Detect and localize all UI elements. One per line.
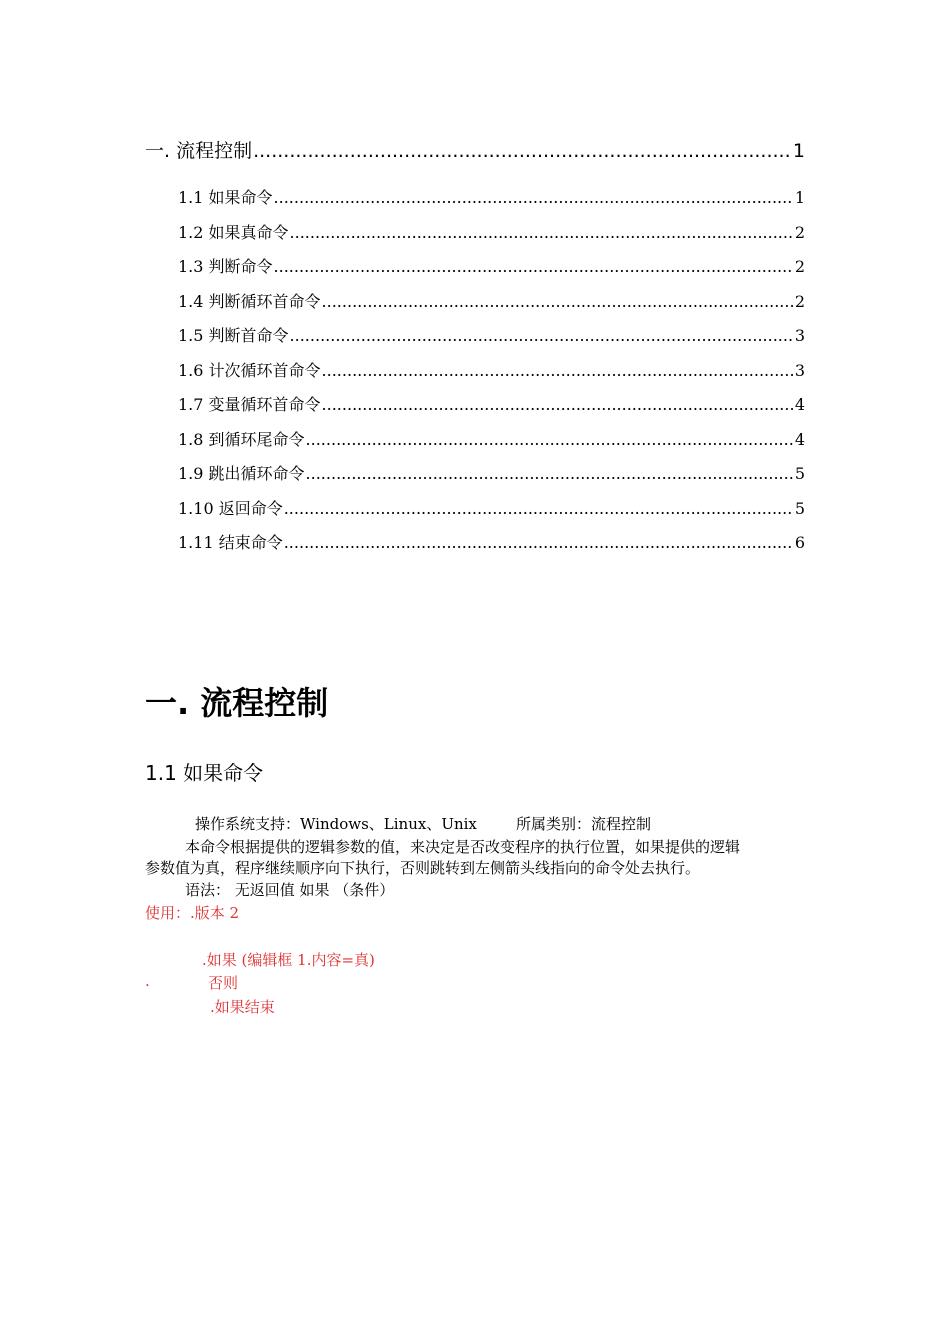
toc-label: 1.11 结束命令 (178, 533, 283, 552)
toc-leader (306, 464, 794, 483)
subsection-heading: 1.1 如果命令 (145, 761, 264, 785)
toc-label: 1.4 判断循环首命令 (178, 292, 321, 311)
toc-entry[interactable] (178, 220, 805, 243)
toc-label: 1.2 如果真命令 (178, 223, 289, 242)
toc-page-number: 3 (794, 361, 805, 380)
toc-label: 1.5 判断首命令 (178, 326, 289, 345)
toc-entry[interactable] (178, 427, 805, 450)
toc-entry[interactable] (178, 185, 805, 208)
code-endif-line: .如果结束 (210, 998, 275, 1016)
toc-entry[interactable] (178, 392, 805, 415)
toc-label: 1.8 到循环尾命令 (178, 430, 305, 449)
toc-entry[interactable] (178, 461, 805, 484)
toc-label: 1.7 变量循环首命令 (178, 395, 321, 414)
toc-page-number: 5 (794, 464, 805, 483)
toc-page-number: 5 (794, 499, 805, 518)
code-dot: . (145, 972, 150, 990)
code-else-line: 否则 (208, 974, 239, 992)
toc-entry[interactable] (178, 358, 805, 381)
toc-leader (274, 188, 794, 207)
toc-entry[interactable] (178, 289, 805, 312)
toc-leader (322, 361, 794, 380)
toc-leader (274, 257, 794, 276)
toc-leader (306, 430, 794, 449)
toc-page-number: 4 (794, 430, 805, 449)
toc-leader (290, 326, 794, 345)
toc-entry[interactable] (178, 254, 805, 277)
usage-label: 使用：.版本 2 (145, 904, 240, 922)
toc-page-number: 6 (794, 533, 805, 552)
toc-entry[interactable] (178, 323, 805, 346)
toc-leader (322, 395, 794, 414)
toc-label: 1.6 计次循环首命令 (178, 361, 321, 380)
toc-label: 一. 流程控制 (145, 140, 253, 162)
toc-page-number: 1 (794, 188, 805, 207)
section-heading: 一. 流程控制 (145, 684, 329, 722)
syntax-text: 语法： 无返回值 如果 （条件） (185, 881, 395, 899)
code-if-line: .如果 (编辑框 1.内容=真) (202, 951, 375, 969)
os-support-text: 操作系统支持：Windows、Linux、Unix (195, 815, 477, 833)
toc-page-number: 2 (794, 257, 805, 276)
toc-page-number: 3 (794, 326, 805, 345)
toc-label: 1.10 返回命令 (178, 499, 283, 518)
toc-entry[interactable] (178, 530, 805, 553)
toc-label: 1.9 跳出循环命令 (178, 464, 305, 483)
toc-label: 1.3 判断命令 (178, 257, 273, 276)
toc-leader (284, 533, 794, 552)
toc-leader (253, 140, 792, 162)
category-text: 所属类别：流程控制 (516, 815, 652, 833)
toc-page-number: 1 (792, 140, 805, 162)
toc-leader (290, 223, 794, 242)
toc-entry-main[interactable] (145, 136, 805, 163)
toc-page-number: 2 (794, 292, 805, 311)
toc-leader (284, 499, 794, 518)
toc-page-number: 2 (794, 223, 805, 242)
toc-entry[interactable] (178, 496, 805, 519)
toc-label: 1.1 如果命令 (178, 188, 273, 207)
toc-leader (322, 292, 794, 311)
toc-page-number: 4 (794, 395, 805, 414)
description-line-1: 本命令根据提供的逻辑参数的值，来决定是否改变程序的执行位置，如果提供的逻辑 (185, 838, 741, 856)
description-line-2: 参数值为真，程序继续顺序向下执行，否则跳转到左侧箭头线指向的命令处去执行。 (145, 859, 701, 877)
